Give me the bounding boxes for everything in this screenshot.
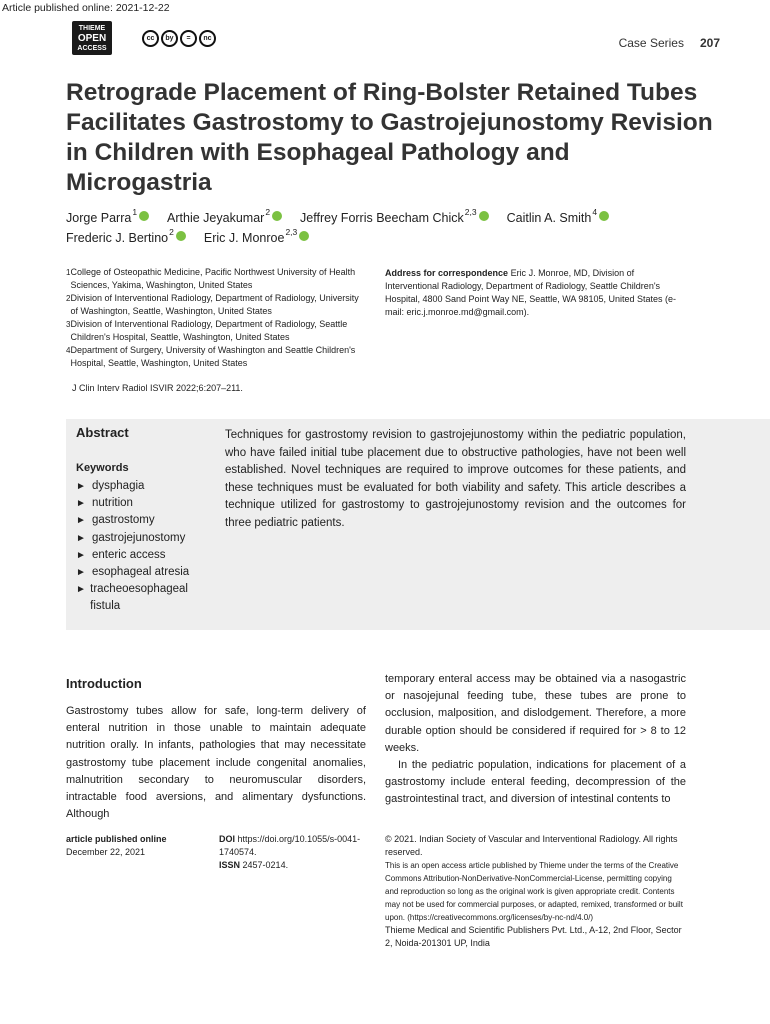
orcid-icon[interactable] <box>599 211 609 221</box>
arrow-icon: ► <box>76 498 86 510</box>
arrow-icon: ► <box>76 481 86 492</box>
publication-stamp: Article published online: 2021-12-22 <box>2 2 170 14</box>
author: Jorge Parra $^1$ <box>66 208 149 228</box>
issn-label: ISSN <box>219 860 241 870</box>
keyword-item[interactable]: ► dysphagia <box>76 478 206 495</box>
arrow-icon: ► <box>76 567 86 579</box>
footer-identifiers <box>219 833 369 872</box>
orcid-icon[interactable] <box>176 231 186 241</box>
correspondence-address <box>385 267 685 319</box>
affiliation: 2 Division of Interventional Radiology, Department of Radiology, University of Washington, Seattle, Washington, United States <box>66 293 359 316</box>
author-list <box>66 208 746 248</box>
title-line: in Children with Esophageal Pathology and <box>66 139 570 166</box>
orcid-icon[interactable] <box>272 211 282 221</box>
author: Eric J. Monroe $^{2,3}$ <box>204 228 309 248</box>
keyword-item[interactable]: ► tracheoesophageal fistula <box>76 581 206 615</box>
creative-commons-license-icons[interactable] <box>142 30 216 47</box>
issn-value: 2457-0214. <box>242 860 289 870</box>
author: Caitlin A. Smith $^4$ <box>507 208 610 228</box>
abstract-heading: Abstract <box>76 425 129 440</box>
keywords-heading: Keywords <box>76 462 129 474</box>
arrow-icon: ► <box>76 549 86 561</box>
orcid-icon[interactable] <box>139 211 149 221</box>
body-column-left: Gastrostomy tubes allow for safe, long-term delivery of enteral nutrition in those unable to maintain adequate nutrition orally. In infants, pathologies that may necessitate gastrostomy tube placement include congenital anomalies, malnutrition secondary to neuromuscular disorders, intractable food aversions, and alimentary dysfunctions. Although <box>66 705 366 821</box>
published-label: article published online <box>66 834 167 844</box>
cc-icon: cc <box>142 30 159 47</box>
introduction-heading: Introduction <box>66 676 142 691</box>
arrow-icon: ► <box>76 515 86 527</box>
paragraph: In the pediatric population, indications for placement of a gastrostomy include enteral feeding, decompression of the gastrointestinal tract, and diversion of intestinal contents to <box>385 759 686 806</box>
abstract-text: Techniques for gastrostomy revision to gastrojejunostomy within the pediatric population, who have failed initial tube placement due to obstructive pathologies, have not been well established. Novel techniques are required to improve outcomes for these patients, and these techniques must be evaluated for both viability and safety. This article describes a technique utilized for gastrostomy to gastrojejunostomy revision and the outcomes for three pediatric patients. <box>225 429 686 529</box>
author: Frederic J. Bertino $^2$ <box>66 228 186 248</box>
affiliations <box>66 266 366 370</box>
logo-line3: ACCESS <box>77 44 107 52</box>
keyword-item[interactable]: ► enteric access <box>76 547 206 564</box>
logo-line2: OPEN <box>77 32 107 44</box>
title-line: Facilitates Gastrostomy to Gastrojejunostomy Revision <box>66 109 713 136</box>
logo-line1: THIEME <box>78 24 106 32</box>
keyword-item[interactable]: ► gastrostomy <box>76 512 206 529</box>
author: Arthie Jeyakumar $^2$ <box>167 208 282 228</box>
attribution-icon: by <box>161 30 178 47</box>
paragraph: temporary enteral access may be obtained via a nasogastric or nasojejunal feeding tube, these tubes are prone to occlusion, malposition, and dislodgement. Therefore, a more durable option should be considered if required for > 8 to 12 weeks. <box>385 673 686 754</box>
affiliation: 1 College of Osteopathic Medicine, Pacific Northwest University of Health Sciences, Yakima, Washington, United States <box>66 267 356 290</box>
correspondence-label: Address for correspondence <box>385 268 509 278</box>
published-date: December 22, 2021 <box>66 847 146 857</box>
footer-publication-info <box>66 833 206 859</box>
license-text: This is an open access article published by Thieme under the terms of the Creative Commons Attribution-NonDerivative-NonCommercial-License, permitting copying and reproduction so long as the original work is given appropriate credit. Contents may not be used for commercial purposes, or adapted, remixed, transformed or built upon. (https://creativecommons.org/licenses/by-nc-nd/4.0/) <box>385 861 683 922</box>
author: Jeffrey Forris Beecham Chick $^{2,3}$ <box>300 208 489 228</box>
non-commercial-icon: nc <box>199 30 216 47</box>
section-label: Case Series <box>618 36 684 50</box>
title-line: Retrograde Placement of Ring-Bolster Retained Tubes <box>66 79 698 106</box>
orcid-icon[interactable] <box>479 211 489 221</box>
copyright-text: © 2021. Indian Society of Vascular and Interventional Radiology. All rights reserved. <box>385 834 678 857</box>
title-line: Microgastria <box>66 169 212 196</box>
affiliation: 3 Division of Interventional Radiology, Department of Radiology, Seattle Children's Hospital, Seattle, Washington, United States <box>66 319 348 342</box>
affiliation: 4 Department of Surgery, University of Washington and Seattle Children's Hospital, Seattle, Washington, United States <box>66 345 356 368</box>
footer-copyright <box>385 833 685 950</box>
no-derivatives-icon: = <box>180 30 197 47</box>
keyword-item[interactable]: ► esophageal atresia <box>76 564 206 581</box>
correspondence-text: Eric J. Monroe, MD, Division of Interventional Radiology, Department of Radiology, Seattle Children's Hospital, 4800 Sand Point Way NE, Seattle, WA 98105, United States (e-mail: eric.j.monroe.md@gmail.com). <box>385 268 676 317</box>
thieme-open-access-logo <box>72 21 112 55</box>
page-number: 207 <box>699 36 720 50</box>
orcid-icon[interactable] <box>299 231 309 241</box>
running-head <box>619 36 720 50</box>
journal-citation: J Clin Interv Radiol ISVIR 2022;6:207–211. <box>72 383 243 393</box>
doi-link[interactable]: https://doi.org/10.1055/s-0041-1740574. <box>219 834 361 857</box>
keyword-list <box>76 478 206 616</box>
publisher-text: Thieme Medical and Scientific Publishers Pvt. Ltd., A-12, 2nd Floor, Sector 2, Noida-201301 UP, India <box>385 925 682 948</box>
arrow-icon: ► <box>76 584 86 596</box>
arrow-icon: ► <box>76 532 86 544</box>
body-column-right <box>385 671 686 809</box>
doi-label: DOI <box>219 834 236 844</box>
article-title <box>66 78 736 198</box>
keyword-item[interactable]: ► nutrition <box>76 495 206 512</box>
keyword-item[interactable]: ► gastrojejunostomy <box>76 530 206 547</box>
